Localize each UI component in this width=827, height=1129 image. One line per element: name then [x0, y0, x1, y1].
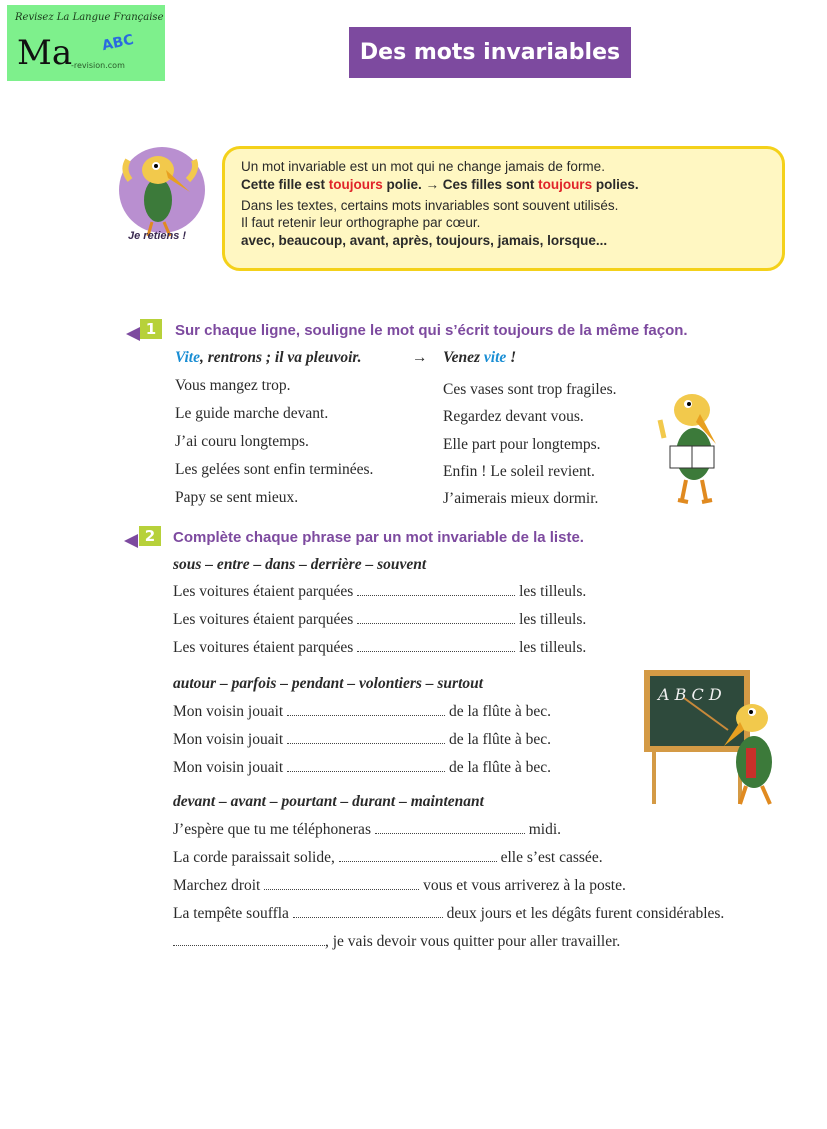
- exercise-1-instruction: Sur chaque ligne, souligne le mot qui s’écrit toujours de la même façon.: [175, 322, 688, 339]
- sentence-end: les tilleuls.: [519, 639, 587, 656]
- word-list-2: autour – parfois – pendant – volontiers – surtout: [173, 675, 484, 692]
- ex1-left-line: Les gelées sont enfin terminées.: [175, 461, 374, 478]
- ex1-right-line: Elle part pour longtemps.: [443, 436, 601, 453]
- blank[interactable]: [173, 944, 325, 946]
- blank[interactable]: [287, 742, 445, 744]
- ex2-sentence: [173, 639, 586, 657]
- sentence-start: Les voitures étaient parquées: [173, 583, 354, 600]
- exercise-2-number: 2: [139, 526, 161, 546]
- blank[interactable]: [375, 832, 525, 834]
- ex2-sentence: [173, 877, 626, 895]
- sentence-end: midi.: [528, 821, 562, 838]
- blank[interactable]: [264, 888, 419, 890]
- blank[interactable]: [357, 650, 515, 652]
- ex1-right-line: Regardez devant vous.: [443, 408, 584, 425]
- ex2-sentence: [173, 933, 620, 951]
- example-left-rest: , rentrons ; il va pleuvoir.: [199, 349, 362, 366]
- exercise-1-number: 1: [140, 319, 162, 339]
- sentence-start: Les voitures étaient parquées: [173, 639, 354, 656]
- ex2-sentence: [173, 703, 551, 721]
- example-right-b: !: [506, 349, 517, 366]
- sentence-end: , je vais devoir vous quitter pour aller travailler.: [325, 933, 621, 950]
- sentence-end: elle s’est cassée.: [500, 849, 603, 866]
- rule-line-2-c: polies.: [592, 177, 639, 192]
- ex2-sentence: [173, 731, 551, 749]
- logo-ma: Ma: [17, 33, 73, 73]
- example-arrow: →: [412, 349, 428, 366]
- exercise-2-instruction: Complète chaque phrase par un mot invariable de la liste.: [173, 529, 584, 546]
- exercise-1-example-right: [443, 349, 516, 367]
- blank[interactable]: [287, 770, 445, 772]
- ex1-left-line: Vous mangez trop.: [175, 377, 291, 394]
- ex1-right-line: Ces vases sont trop fragiles.: [443, 381, 617, 398]
- je-retiens-mascot: [118, 140, 206, 244]
- ex1-right-line: Enfin ! Le soleil revient.: [443, 463, 595, 480]
- sentence-start: J’espère que tu me téléphoneras: [173, 821, 371, 838]
- ex1-right-line: J’aimerais mieux dormir.: [443, 490, 599, 507]
- sentence-start: Marchez droit: [173, 877, 261, 894]
- blank[interactable]: [357, 622, 515, 624]
- logo-abc: ABC: [100, 31, 136, 55]
- rule-line-5: avec, beaucoup, avant, après, toujours, jamais, lorsque...: [241, 233, 608, 248]
- sentence-end: vous et vous arriverez à la poste.: [423, 877, 626, 894]
- sentence-start: Mon voisin jouait: [173, 703, 284, 720]
- rule-line-2: [241, 177, 639, 192]
- example-left-word: Vite: [175, 349, 200, 366]
- rule-line-2-red2: toujours: [538, 177, 593, 192]
- reading-bird-illustration: [648, 380, 738, 515]
- ex2-sentence: [173, 905, 724, 923]
- blackboard-letters: A B C D: [658, 685, 722, 704]
- blackboard-bird-illustration: [640, 668, 790, 818]
- rule-line-2-red: toujours: [328, 177, 383, 192]
- site-logo: [7, 5, 165, 81]
- blank[interactable]: [287, 714, 445, 716]
- ex2-sentence: [173, 821, 561, 839]
- rule-line-2-a: Cette fille est: [241, 177, 329, 192]
- word-list-1: sous – entre – dans – derrière – souvent: [173, 556, 427, 573]
- logo-url: -revision.com: [71, 61, 125, 70]
- sentence-end: de la flûte à bec.: [448, 703, 551, 720]
- ex2-sentence: [173, 611, 586, 629]
- sentence-start: Mon voisin jouait: [173, 731, 284, 748]
- sentence-end: les tilleuls.: [519, 611, 587, 628]
- ex2-sentence: [173, 849, 603, 867]
- sentence-end: les tilleuls.: [519, 583, 587, 600]
- ex2-sentence: [173, 759, 551, 777]
- blank[interactable]: [293, 916, 443, 918]
- word-list-3: devant – avant – pourtant – durant – maintenant: [173, 793, 484, 810]
- sentence-end: deux jours et les dégâts furent considérables.: [446, 905, 725, 922]
- logo-tagline: Revisez La Langue Française: [15, 12, 164, 23]
- ex1-left-line: Le guide marche devant.: [175, 405, 329, 422]
- rule-line-3: Dans les textes, certains mots invariables sont souvent utilisés.: [241, 198, 619, 213]
- exercise-1-marker: [126, 327, 140, 341]
- sentence-start: Mon voisin jouait: [173, 759, 284, 776]
- example-right-a: Venez: [443, 349, 484, 366]
- rule-line-1: Un mot invariable est un mot qui ne change jamais de forme.: [241, 159, 605, 174]
- sentence-start: Les voitures étaient parquées: [173, 611, 354, 628]
- sentence-start: La corde paraissait solide,: [173, 849, 335, 866]
- ex1-left-line: J’ai couru longtemps.: [175, 433, 309, 450]
- rule-line-4: Il faut retenir leur orthographe par cœur.: [241, 215, 481, 230]
- exercise-2-marker: [124, 534, 138, 548]
- example-right-word: vite: [483, 349, 507, 366]
- blank[interactable]: [339, 860, 497, 862]
- sentence-end: de la flûte à bec.: [448, 759, 551, 776]
- rule-line-2-b: polie. → Ces filles sont: [382, 177, 539, 192]
- sentence-start: La tempête souffla: [173, 905, 289, 922]
- page-title: Des mots invariables: [349, 27, 631, 78]
- je-retiens-badge: Je retiens !: [128, 230, 187, 242]
- ex1-left-line: Papy se sent mieux.: [175, 489, 299, 506]
- ex2-sentence: [173, 583, 586, 601]
- sentence-end: de la flûte à bec.: [448, 731, 551, 748]
- blank[interactable]: [357, 594, 515, 596]
- exercise-1-example-left: [175, 349, 361, 367]
